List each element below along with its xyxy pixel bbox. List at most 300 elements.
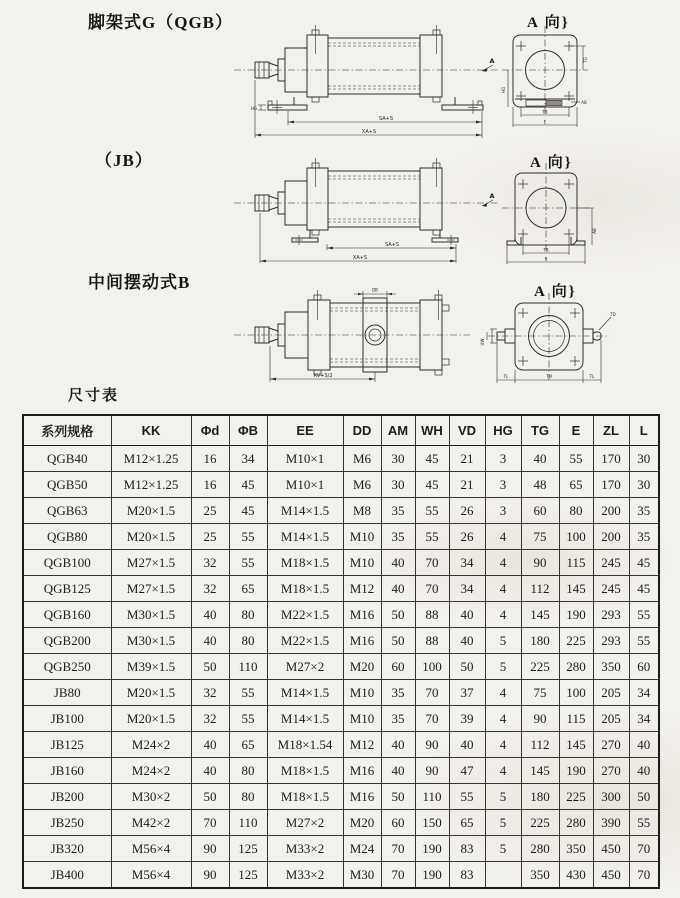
table-header-cell: TG [521, 415, 559, 446]
table-cell: M27×1.5 [111, 576, 191, 602]
table-row [23, 472, 659, 498]
dim-label-ab: AB [581, 100, 587, 105]
table-header-cell: WH [415, 415, 449, 446]
section-arrow-label: A [489, 57, 495, 65]
table-cell: 26 [449, 524, 485, 550]
table-cell: M30 [343, 862, 381, 889]
table-cell: M16 [343, 758, 381, 784]
trunnion-a-view [480, 293, 616, 383]
table-cell: 65 [229, 732, 267, 758]
table-cell: QGB160 [23, 602, 111, 628]
dimension-table [22, 414, 660, 889]
table-cell: M24×2 [111, 732, 191, 758]
table-cell: M30×1.5 [111, 628, 191, 654]
table-cell: 3 [485, 446, 521, 472]
table-cell: 300 [593, 784, 629, 810]
table-cell: M30×1.5 [111, 602, 191, 628]
table-header-cell: EE [267, 415, 343, 446]
table-cell: 75 [521, 680, 559, 706]
table-cell: JB250 [23, 810, 111, 836]
table-header-cell: KK [111, 415, 191, 446]
table-cell: 225 [559, 628, 593, 654]
table-cell: 40 [191, 758, 229, 784]
table-cell: 83 [449, 862, 485, 889]
table-cell: M27×1.5 [111, 550, 191, 576]
table-cell: 70 [415, 550, 449, 576]
table-header-cell: E [559, 415, 593, 446]
table-cell: M10 [343, 524, 381, 550]
table-row [23, 524, 659, 550]
table-cell: 5 [485, 810, 521, 836]
table-cell: 35 [381, 680, 415, 706]
table-cell: M14×1.5 [267, 706, 343, 732]
trunnion-side-view [234, 288, 470, 383]
table-cell: 30 [629, 446, 659, 472]
table-cell: 39 [449, 706, 485, 732]
table-cell: 60 [629, 654, 659, 680]
table-cell: 60 [381, 810, 415, 836]
table-cell: 350 [593, 654, 629, 680]
dim-label: TG [583, 57, 588, 63]
table-cell: 110 [229, 654, 267, 680]
table-cell: QGB40 [23, 446, 111, 472]
table-cell: 280 [559, 810, 593, 836]
table-cell: 3 [485, 472, 521, 498]
table-cell: 35 [381, 498, 415, 524]
jb-mount-drawing [230, 155, 675, 285]
table-cell: 50 [191, 654, 229, 680]
table-row [23, 836, 659, 862]
table-cell: 80 [229, 758, 267, 784]
table-cell: 110 [415, 784, 449, 810]
table-cell: 34 [629, 680, 659, 706]
table-cell: 390 [593, 810, 629, 836]
table-cell: 40 [381, 576, 415, 602]
table-cell: M14×1.5 [267, 680, 343, 706]
table-cell: 60 [521, 498, 559, 524]
section-arrow-label: A [489, 192, 495, 200]
table-cell: M20 [343, 654, 381, 680]
table-cell: 112 [521, 732, 559, 758]
table-cell: 32 [191, 706, 229, 732]
table-cell: M20×1.5 [111, 706, 191, 732]
table-cell: 5 [485, 654, 521, 680]
table-cell: 145 [521, 758, 559, 784]
table-cell: 34 [449, 576, 485, 602]
table-cell: 55 [229, 680, 267, 706]
table-cell: 170 [593, 446, 629, 472]
table-row [23, 602, 659, 628]
dim-label-b: B [544, 256, 548, 262]
table-cell: 48 [521, 472, 559, 498]
table-cell: 32 [191, 550, 229, 576]
table-cell: QGB125 [23, 576, 111, 602]
table-cell: 21 [449, 446, 485, 472]
table-cell: M18×1.5 [267, 576, 343, 602]
dim-label-tb: TB [543, 247, 549, 253]
table-cell: JB160 [23, 758, 111, 784]
table-header-cell: VD [449, 415, 485, 446]
dim-label-sa: SA+S [384, 242, 400, 248]
table-cell: 16 [191, 446, 229, 472]
table-cell: 55 [629, 628, 659, 654]
table-cell: 200 [593, 524, 629, 550]
table-cell: 26 [449, 498, 485, 524]
table-cell: M27×2 [267, 654, 343, 680]
table-cell: 40 [381, 550, 415, 576]
table-cell: M12×1.25 [111, 472, 191, 498]
table-cell: 40 [191, 628, 229, 654]
table-cell: 65 [559, 472, 593, 498]
table-cell: 205 [593, 706, 629, 732]
table-cell: 80 [229, 784, 267, 810]
table-cell: 190 [415, 862, 449, 889]
table-cell: QGB80 [23, 524, 111, 550]
table-cell: 75 [521, 524, 559, 550]
table-row [23, 862, 659, 889]
table-cell: 293 [593, 602, 629, 628]
dim-label-ab: AB [592, 228, 597, 234]
table-cell: M56×4 [111, 836, 191, 862]
table-cell: 34 [229, 446, 267, 472]
table-cell: 88 [415, 628, 449, 654]
table-cell: 450 [593, 862, 629, 889]
table-cell: 70 [415, 706, 449, 732]
table-cell: 4 [485, 732, 521, 758]
table-cell: M12 [343, 732, 381, 758]
table-cell: 83 [449, 836, 485, 862]
table-cell: 90 [191, 862, 229, 889]
table-row [23, 628, 659, 654]
jb-a-view [502, 163, 597, 264]
table-cell: 40 [629, 758, 659, 784]
table-cell: M14×1.5 [267, 498, 343, 524]
table-cell: 80 [559, 498, 593, 524]
table-cell: 30 [381, 472, 415, 498]
table-cell: 55 [559, 446, 593, 472]
table-cell: M6 [343, 446, 381, 472]
table-cell: 3 [485, 498, 521, 524]
table-cell: 125 [229, 862, 267, 889]
table-cell: 80 [229, 602, 267, 628]
table-cell: 4 [485, 602, 521, 628]
table-cell: 35 [629, 498, 659, 524]
dim-label-uw: UW [480, 338, 485, 346]
dim-label-td: TD [610, 312, 616, 317]
table-cell: JB320 [23, 836, 111, 862]
table-cell: 25 [191, 524, 229, 550]
table-cell: 170 [593, 472, 629, 498]
table-cell: JB400 [23, 862, 111, 889]
table-cell: 35 [381, 524, 415, 550]
dimension-table-title: 尺寸表 [68, 388, 120, 404]
dim-label: HG [501, 86, 506, 94]
a-view-label-2: A 向} [530, 155, 573, 171]
table-cell: 50 [381, 784, 415, 810]
table-cell: JB200 [23, 784, 111, 810]
table-cell: 450 [593, 836, 629, 862]
dim-label-xa: XA+S [361, 129, 377, 135]
table-cell: M12 [343, 576, 381, 602]
table-cell: 205 [593, 680, 629, 706]
table-cell: 70 [415, 576, 449, 602]
table-cell: M18×1.54 [267, 732, 343, 758]
table-cell: 40 [449, 732, 485, 758]
table-cell: M10 [343, 550, 381, 576]
table-cell: 270 [593, 758, 629, 784]
table-cell: M33×2 [267, 836, 343, 862]
table-cell: 88 [415, 602, 449, 628]
table-cell: 55 [229, 524, 267, 550]
table-cell: 65 [229, 576, 267, 602]
table-cell: 50 [381, 628, 415, 654]
table-cell: 4 [485, 758, 521, 784]
table-cell: 4 [485, 706, 521, 732]
table-cell: 50 [381, 602, 415, 628]
table-cell: 145 [521, 602, 559, 628]
table-cell: 293 [593, 628, 629, 654]
table-cell: 55 [415, 524, 449, 550]
table-cell: 145 [559, 576, 593, 602]
table-cell: 115 [559, 706, 593, 732]
table-cell: 180 [521, 628, 559, 654]
table-cell: 4 [485, 550, 521, 576]
table-cell: JB80 [23, 680, 111, 706]
table-cell: 280 [559, 654, 593, 680]
table-cell: 50 [629, 784, 659, 810]
table-cell: 45 [415, 446, 449, 472]
table-cell: 55 [229, 706, 267, 732]
table-cell: 4 [485, 524, 521, 550]
table-cell: 40 [449, 602, 485, 628]
a-view-label-1: A 向} [527, 15, 570, 31]
table-cell: 90 [415, 758, 449, 784]
table-cell: M18×1.5 [267, 550, 343, 576]
table-cell: 90 [415, 732, 449, 758]
table-cell: 100 [559, 680, 593, 706]
table-cell: 112 [521, 576, 559, 602]
table-cell: M18×1.5 [267, 784, 343, 810]
table-cell: 150 [415, 810, 449, 836]
table-cell: 60 [381, 654, 415, 680]
table-cell: 34 [449, 550, 485, 576]
table-cell: 4 [485, 576, 521, 602]
table-cell: 50 [449, 654, 485, 680]
table-cell: 70 [415, 680, 449, 706]
table-cell: M39×1.5 [111, 654, 191, 680]
table-cell: 40 [191, 602, 229, 628]
table-cell: 34 [629, 706, 659, 732]
table-cell: 70 [629, 836, 659, 862]
table-cell: M24×2 [111, 758, 191, 784]
table-cell: M30×2 [111, 784, 191, 810]
a-view-label-3: A 向} [534, 284, 577, 300]
table-row [23, 498, 659, 524]
table-cell: 25 [191, 498, 229, 524]
table-header-cell: DD [343, 415, 381, 446]
dim-label-tm: TM [546, 374, 552, 379]
table-cell: 90 [191, 836, 229, 862]
table-cell: 21 [449, 472, 485, 498]
table-cell: 100 [559, 524, 593, 550]
table-cell: 47 [449, 758, 485, 784]
table-cell: 50 [191, 784, 229, 810]
table-cell: 115 [559, 550, 593, 576]
table-cell: M42×2 [111, 810, 191, 836]
table-cell: 30 [381, 446, 415, 472]
table-cell: M22×1.5 [267, 602, 343, 628]
table-cell: 32 [191, 576, 229, 602]
table-cell: 245 [593, 550, 629, 576]
table-cell: M10×1 [267, 446, 343, 472]
table-row [23, 784, 659, 810]
table-cell: 90 [521, 706, 559, 732]
table-cell: 40 [381, 732, 415, 758]
table-header-cell: 系列规格 [23, 415, 111, 446]
qgb-foot-mount-drawing [230, 22, 675, 152]
table-cell: 45 [629, 550, 659, 576]
dim-label: HG [250, 106, 258, 111]
table-cell: 350 [559, 836, 593, 862]
table-cell: 190 [559, 602, 593, 628]
table-cell: 55 [449, 784, 485, 810]
qgb-a-view [501, 26, 588, 127]
table-cell: M16 [343, 784, 381, 810]
table-cell: 225 [559, 784, 593, 810]
table-row [23, 810, 659, 836]
table-cell: 40 [449, 628, 485, 654]
table-header-row [23, 415, 659, 446]
table-cell: 5 [485, 784, 521, 810]
table-row [23, 706, 659, 732]
table-cell: 65 [449, 810, 485, 836]
table-cell: 45 [629, 576, 659, 602]
table-cell: M10 [343, 706, 381, 732]
table-cell: 35 [381, 706, 415, 732]
table-cell: 45 [229, 472, 267, 498]
table-cell: 200 [593, 498, 629, 524]
table-body [23, 446, 659, 889]
table-cell: 125 [229, 836, 267, 862]
section-title-foot-mount-qgb: 脚架式G（QGB） [88, 13, 234, 32]
table-cell: 190 [415, 836, 449, 862]
jb-side-view [234, 158, 498, 263]
table-cell: QGB200 [23, 628, 111, 654]
table-cell: M20×1.5 [111, 680, 191, 706]
table-cell: 40 [629, 732, 659, 758]
section-title-center-trunnion: 中间摆动式B [88, 273, 191, 292]
trunnion-mount-drawing [230, 280, 675, 405]
dim-label-tl-right: TL [589, 374, 595, 379]
table-cell: 70 [381, 862, 415, 889]
table-cell: 70 [381, 836, 415, 862]
table-header-cell: ΦB [229, 415, 267, 446]
table-header-cell: ZL [593, 415, 629, 446]
table-cell: 70 [191, 810, 229, 836]
table-cell: 190 [559, 758, 593, 784]
table-cell: 37 [449, 680, 485, 706]
table-cell: M24 [343, 836, 381, 862]
table-cell: 40 [381, 758, 415, 784]
table-cell: QGB100 [23, 550, 111, 576]
table-cell: M33×2 [267, 862, 343, 889]
table-cell: 4 [485, 680, 521, 706]
table-cell: M10 [343, 680, 381, 706]
table-cell: 430 [559, 862, 593, 889]
qgb-side-view [234, 25, 498, 138]
table-cell: 70 [629, 862, 659, 889]
table-row [23, 550, 659, 576]
table-cell: M20 [343, 810, 381, 836]
table-header-cell: AM [381, 415, 415, 446]
table-cell: 245 [593, 576, 629, 602]
table-cell: 55 [629, 810, 659, 836]
table-cell: M10×1 [267, 472, 343, 498]
table-header-cell: Φd [191, 415, 229, 446]
table-cell: M20×1.5 [111, 498, 191, 524]
table-cell: 145 [559, 732, 593, 758]
table-header [23, 415, 659, 446]
table-row [23, 446, 659, 472]
table-cell: 5 [485, 836, 521, 862]
table-cell: M8 [343, 498, 381, 524]
table-cell: JB125 [23, 732, 111, 758]
table-cell: 16 [191, 472, 229, 498]
table-cell: 90 [521, 550, 559, 576]
table-row [23, 758, 659, 784]
table-cell: 350 [521, 862, 559, 889]
table-cell: 280 [521, 836, 559, 862]
table-cell: M16 [343, 628, 381, 654]
table-cell: 80 [229, 628, 267, 654]
dim-label-xv: XV+S/2 [313, 373, 333, 379]
table-cell [485, 862, 521, 889]
dim-label-sa: SA+S [378, 116, 394, 122]
table-cell: M56×4 [111, 862, 191, 889]
table-cell: 110 [229, 810, 267, 836]
table-cell: JB100 [23, 706, 111, 732]
table-cell: M18×1.5 [267, 758, 343, 784]
table-cell: 32 [191, 680, 229, 706]
table-cell: 55 [629, 602, 659, 628]
dim-label-tl-left: TL [503, 374, 509, 379]
table-cell: 225 [521, 810, 559, 836]
table-cell: 40 [521, 446, 559, 472]
table-cell: 45 [415, 472, 449, 498]
table-cell: M12×1.25 [111, 446, 191, 472]
table-cell: 100 [415, 654, 449, 680]
table-cell: 180 [521, 784, 559, 810]
section-title-jb: （JB） [95, 151, 153, 170]
table-cell: QGB50 [23, 472, 111, 498]
table-cell: 270 [593, 732, 629, 758]
table-cell: M6 [343, 472, 381, 498]
table-cell: 45 [229, 498, 267, 524]
dim-label-xa: XA+S [352, 255, 368, 261]
table-row [23, 654, 659, 680]
table-cell: M27×2 [267, 810, 343, 836]
table-header-cell: L [629, 415, 659, 446]
table-cell: M16 [343, 602, 381, 628]
dim-label-tb: TB [542, 109, 548, 115]
table-row [23, 576, 659, 602]
table-cell: QGB250 [23, 654, 111, 680]
table-cell: QGB63 [23, 498, 111, 524]
table-row [23, 680, 659, 706]
table-cell: 55 [229, 550, 267, 576]
table-cell: M14×1.5 [267, 524, 343, 550]
table-cell: 30 [629, 472, 659, 498]
